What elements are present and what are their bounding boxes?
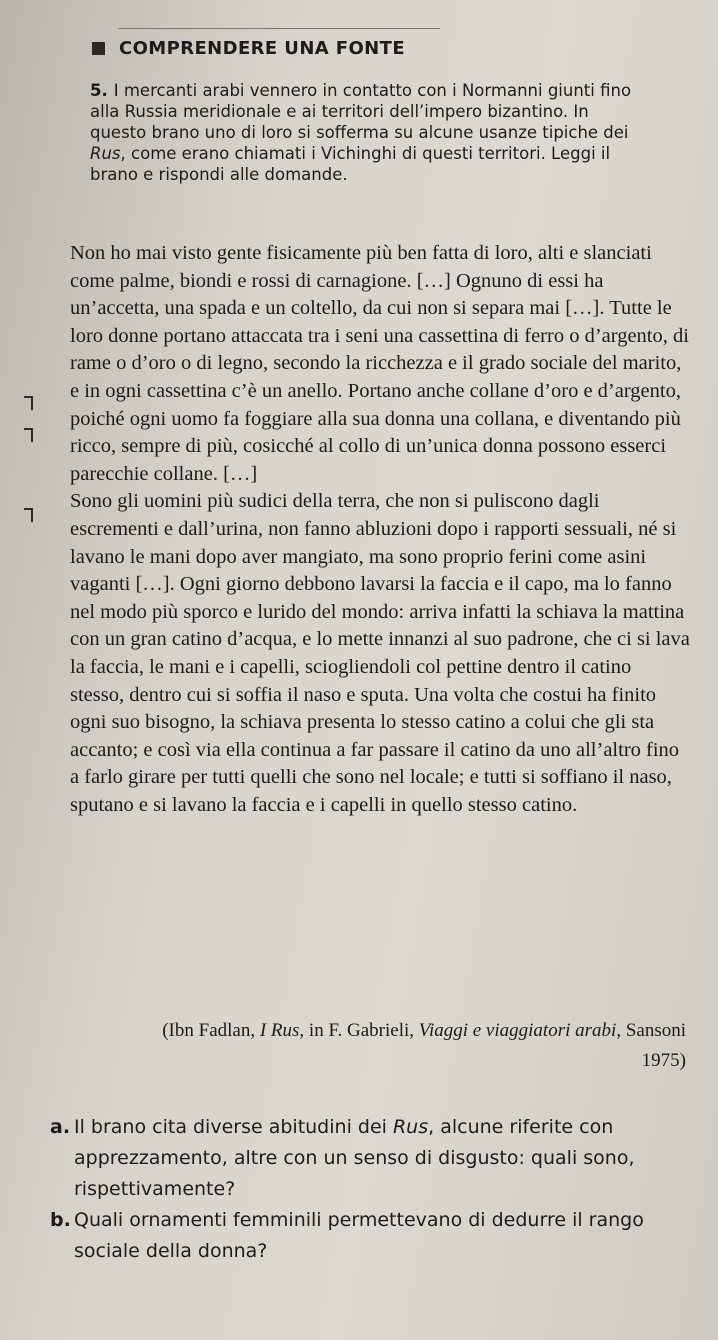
margin-bracket-mark xyxy=(24,428,33,430)
header-rule xyxy=(118,28,440,29)
question-letter: b. xyxy=(50,1209,71,1231)
question-text-end: , alcune riferite con apprezzamento, altre con un senso di disgusto: quali sono, rispettivamente? xyxy=(74,1116,635,1200)
citation-author: (Ibn Fadlan, xyxy=(162,1020,256,1041)
question-text: Quali ornamenti femminili permettevano di dedurre il rango sociale della donna? xyxy=(74,1209,644,1262)
source-citation xyxy=(140,1016,686,1076)
exercise-number: 5. xyxy=(90,81,108,100)
source-excerpt xyxy=(70,240,690,819)
margin-bracket-mark xyxy=(24,508,33,510)
question-text xyxy=(74,1112,700,1205)
intro-italic-word: Rus xyxy=(90,144,121,163)
question-text-start: Il brano cita diverse abitudini dei xyxy=(74,1116,387,1138)
intro-text-start: I mercanti arabi vennero in contatto con i Normanni giunti fino alla Russia meridionale e ai territori dell’impero bizantino. In questo brano uno di loro si sofferma su alcune usanze tipiche dei xyxy=(90,81,632,142)
question-list xyxy=(50,1112,700,1267)
section-header xyxy=(92,38,405,59)
citation-work: I Rus xyxy=(259,1020,300,1041)
source-paragraph-1: Non ho mai visto gente fisicamente più ben fatta di loro, alti e slanciati come palme, biondi e rossi di carnagione. […] Ognuno di essi ha un’accetta, una spada e un coltello, da cui non si separa mai […]. Tutte le loro donne portano attaccata tra i seni una cassettina di ferro o d’argento, di rame o d’oro o di legno, secondo la ricchezza e il grado sociale del marito, e in ogni cassettina c’è un anello. Portano anche collane d’oro e d’argento, poiché ogni uomo fa foggiare alla sua donna una collana, e diventando più ricco, sempre di più, cosicché al collo di un’unica donna possono esserci parecchie collane. […] xyxy=(70,242,689,485)
citation-book: Viaggi e viaggiatori arabi xyxy=(418,1020,617,1041)
exercise-intro xyxy=(90,80,650,185)
question-italic-word: Rus xyxy=(392,1116,429,1138)
citation-editor: , in F. Gabrieli, xyxy=(299,1020,414,1041)
section-title: COMPRENDERE UNA FONTE xyxy=(119,38,406,59)
margin-bracket-mark xyxy=(24,396,33,398)
question-a xyxy=(50,1112,700,1205)
citation-publisher: , Sansoni 1975) xyxy=(616,1020,686,1071)
question-b xyxy=(50,1205,700,1267)
question-letter: a. xyxy=(50,1116,71,1138)
intro-text-end: , come erano chiamati i Vichinghi di questi territori. Leggi il brano e rispondi alle domande. xyxy=(90,144,611,184)
square-bullet-icon xyxy=(92,42,105,55)
source-paragraph-2: Sono gli uomini più sudici della terra, che non si puliscono dagli escrementi e dall’urina, non fanno abluzioni dopo i rapporti sessuali, né si lavano le mani dopo aver mangiato, ma sono proprio ferini come asini vaganti […]. Ogni giorno debbono lavarsi la faccia e il capo, ma lo fanno nel modo più sporco e lurido del mondo: arriva infatti la schiava la mattina con un gran catino d’acqua, e lo mette innanzi al suo padrone, che ci si lava la faccia, le mani e i capelli, sciogliendoli col pettine dentro il catino stesso, dentro cui si soffia il naso e sputa. Una volta che costui ha finito ogni suo bisogno, la schiava presenta lo stesso catino a colui che gli sta accanto; e così via ella continua a far passare il catino da uno all’altro fino a farlo girare per tutti quelli che sono nel locale; e tutti si soffiano il naso, sputano e si lavano la faccia e i capelli in quello stesso catino. xyxy=(70,490,690,816)
